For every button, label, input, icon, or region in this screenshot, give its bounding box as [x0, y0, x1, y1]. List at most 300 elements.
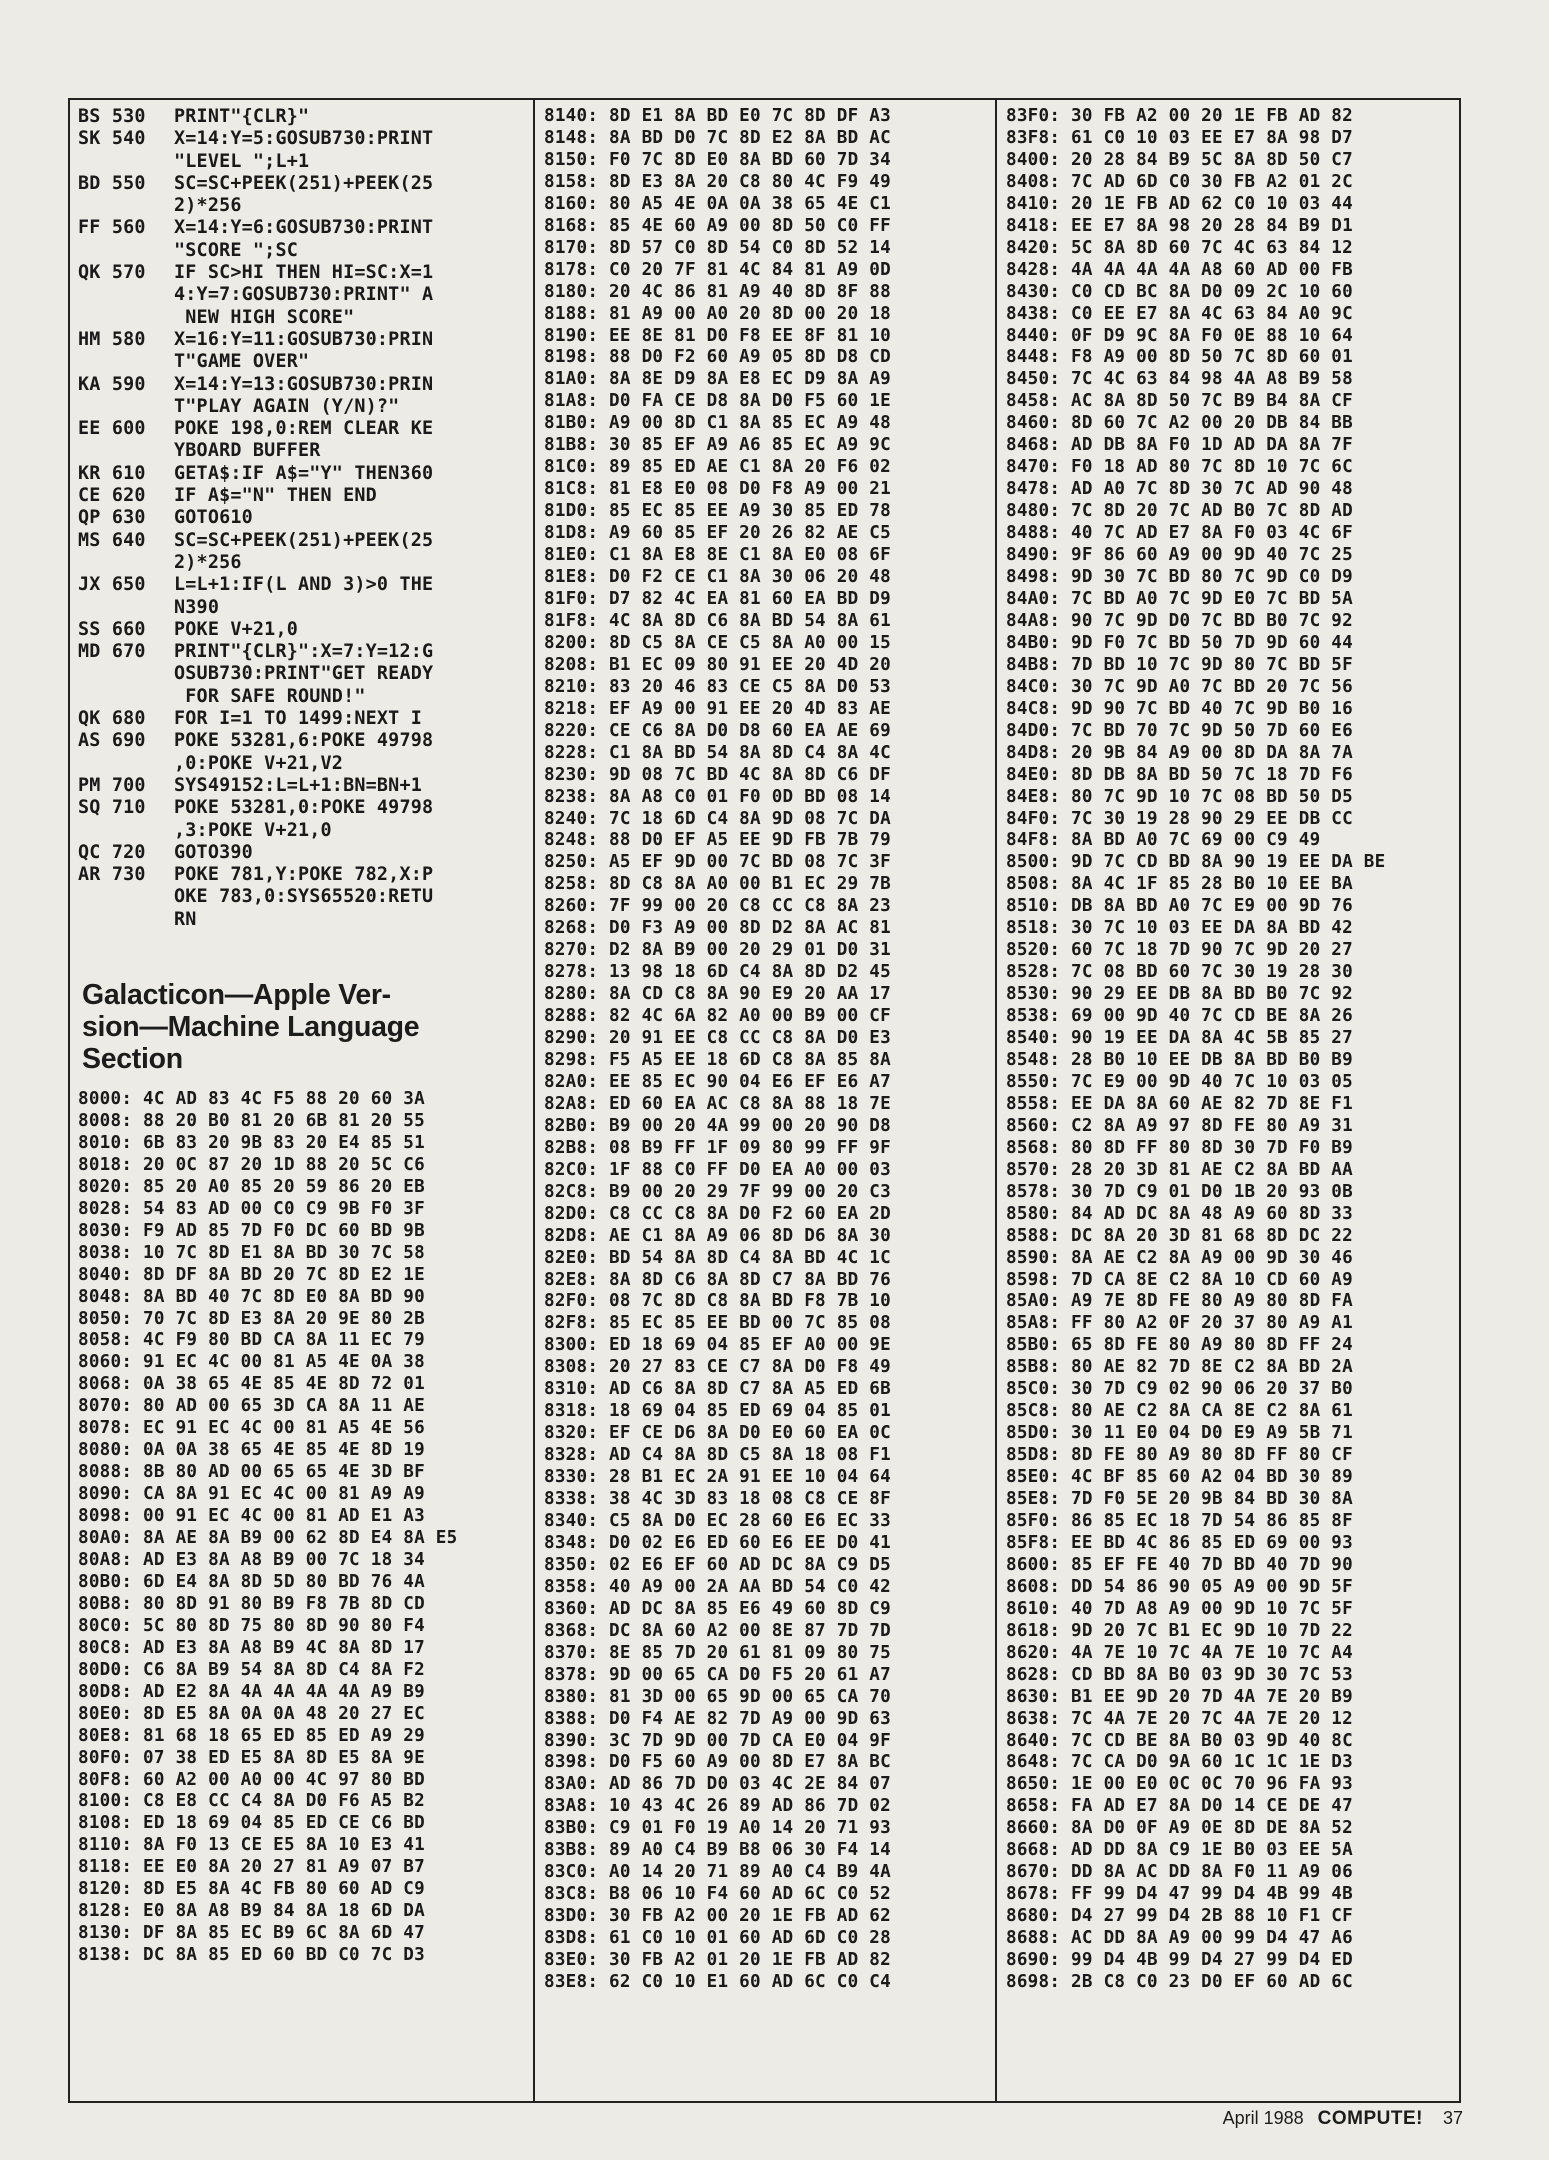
hex-line: 81E0: C1 8A E8 8E C1 8A E0 08 6F — [544, 545, 891, 566]
line-checksum-number: SQ 710 — [78, 797, 146, 819]
hex-line: 8610: 40 7D A8 A9 00 9D 10 7C 5F — [1006, 1598, 1353, 1619]
basic-line — [78, 842, 528, 864]
hex-line: 8288: 82 4C 6A 82 A0 00 B9 00 CF — [544, 1006, 891, 1027]
hex-line: 8130: DF 8A 85 EC B9 6C 8A 6D 47 — [78, 1923, 425, 1944]
hex-line: 8180: 20 4C 86 81 A9 40 8D 8F 88 — [544, 281, 891, 302]
line-checksum-number: QP 630 — [78, 507, 146, 529]
hex-line: 8598: 7D CA 8E C2 8A 10 CD 60 A9 — [1006, 1269, 1353, 1290]
hex-line: 80B0: 6D E4 8A 8D 5D 80 BD 76 4A — [78, 1571, 425, 1592]
hex-line: 8198: 88 D0 F2 60 A9 05 8D D8 CD — [544, 347, 891, 368]
basic-line-continuation: N390 — [174, 596, 220, 618]
hex-line: 8638: 7C 4A 7E 20 7C 4A 7E 20 12 — [1006, 1708, 1353, 1729]
hex-line: 8220: CE C6 8A D0 D8 60 EA AE 69 — [544, 720, 891, 741]
hex-line: 8688: AC DD 8A A9 00 99 D4 47 A6 — [1006, 1928, 1353, 1949]
listing-column-3 — [1006, 106, 1454, 1994]
hex-line: 8030: F9 AD 85 7D F0 DC 60 BD 9B — [78, 1220, 425, 1241]
hex-line: 8038: 10 7C 8D E1 8A BD 30 7C 58 — [78, 1242, 425, 1263]
hex-line: 8158: 8D E3 8A 20 C8 80 4C F9 49 — [544, 171, 891, 192]
basic-line — [78, 864, 528, 886]
basic-statement: SC=SC+PEEK(251)+PEEK(25 — [174, 529, 434, 551]
hex-line: 80A0: 8A AE 8A B9 00 62 8D E4 8A E5 — [78, 1528, 458, 1549]
page-number: 37 — [1442, 2108, 1463, 2128]
hex-line: 85D8: 8D FE 80 A9 80 8D FF 80 CF — [1006, 1445, 1353, 1466]
line-checksum-number: MS 640 — [78, 529, 146, 551]
hex-line: 83C0: A0 14 20 71 89 A0 C4 B9 4A — [544, 1862, 891, 1883]
hex-line: 84E0: 8D DB 8A BD 50 7C 18 7D F6 — [1006, 764, 1353, 785]
hex-line: 8078: EC 91 EC 4C 00 81 A5 4E 56 — [78, 1418, 425, 1439]
hex-line: 8488: 40 7C AD E7 8A F0 03 4C 6F — [1006, 523, 1353, 544]
hex-line: 81F0: D7 82 4C EA 81 60 EA BD D9 — [544, 588, 891, 609]
basic-statement: POKE 53281,6:POKE 49798 — [174, 730, 434, 752]
line-checksum-number: BD 550 — [78, 172, 146, 194]
basic-line-continuation: YBOARD BUFFER — [174, 440, 321, 462]
hex-line: 8088: 8B 80 AD 00 65 65 4E 3D BF — [78, 1462, 425, 1483]
hex-line: 8128: E0 8A A8 B9 84 8A 18 6D DA — [78, 1901, 425, 1922]
hex-line: 85E0: 4C BF 85 60 A2 04 BD 30 89 — [1006, 1467, 1353, 1488]
basic-line — [78, 128, 528, 150]
hex-line: 85A0: A9 7E 8D FE 80 A9 80 8D FA — [1006, 1291, 1353, 1312]
hex-line: 8468: AD DB 8A F0 1D AD DA 8A 7F — [1006, 435, 1353, 456]
line-checksum-number: KA 590 — [78, 373, 146, 395]
hex-line: 8590: 8A AE C2 8A A9 00 9D 30 46 — [1006, 1247, 1353, 1268]
hex-line: 8540: 90 19 EE DA 8A 4C 5B 85 27 — [1006, 1028, 1353, 1049]
hex-line: 82B0: B9 00 20 4A 99 00 20 90 D8 — [544, 1115, 891, 1136]
hex-line: 8000: 4C AD 83 4C F5 88 20 60 3A — [78, 1088, 425, 1109]
hex-line: 8308: 20 27 83 CE C7 8A D0 F8 49 — [544, 1357, 891, 1378]
hex-line: 8150: F0 7C 8D E0 8A BD 60 7D 34 — [544, 149, 891, 170]
heading-line: Galacticon—Apple Ver- — [82, 978, 391, 1011]
hex-line: 8418: EE E7 8A 98 20 28 84 B9 D1 — [1006, 215, 1353, 236]
hex-line: 8248: 88 D0 EF A5 EE 9D FB 7B 79 — [544, 830, 891, 851]
hex-line: 81B8: 30 85 EF A9 A6 85 EC A9 9C — [544, 435, 891, 456]
hex-line: 8580: 84 AD DC 8A 48 A9 60 8D 33 — [1006, 1203, 1353, 1224]
hex-line: 8258: 8D C8 8A A0 00 B1 EC 29 7B — [544, 874, 891, 895]
line-checksum-number: SK 540 — [78, 128, 146, 150]
hex-line: 8010: 6B 83 20 9B 83 20 E4 85 51 — [78, 1132, 425, 1153]
hex-line: 8178: C0 20 7F 81 4C 84 81 A9 0D — [544, 259, 891, 280]
hex-line: 8070: 80 AD 00 65 3D CA 8A 11 AE — [78, 1396, 425, 1417]
hex-line: 81C0: 89 85 ED AE C1 8A 20 F6 02 — [544, 457, 891, 478]
hex-line: 8360: AD DC 8A 85 E6 49 60 8D C9 — [544, 1598, 891, 1619]
basic-statement: POKE V+21,0 — [174, 618, 298, 640]
basic-statement: X=14:Y=13:GOSUB730:PRIN — [174, 373, 434, 395]
basic-line — [78, 530, 528, 552]
hex-line: 8370: 8E 85 7D 20 61 81 09 80 75 — [544, 1642, 891, 1663]
hex-line: 8058: 4C F9 80 BD CA 8A 11 EC 79 — [78, 1330, 425, 1351]
hex-line: 8290: 20 91 EE C8 CC C8 8A D0 E3 — [544, 1028, 891, 1049]
hex-line: 83F0: 30 FB A2 00 20 1E FB AD 82 — [1006, 106, 1353, 126]
hex-line: 84E8: 80 7C 9D 10 7C 08 BD 50 D5 — [1006, 786, 1353, 807]
hex-line: 8018: 20 0C 87 20 1D 88 20 5C C6 — [78, 1154, 425, 1175]
basic-line — [78, 574, 528, 596]
hex-line: 83A0: AD 86 7D D0 03 4C 2E 84 07 — [544, 1774, 891, 1795]
hex-line: 8368: DC 8A 60 A2 00 8E 87 7D 7D — [544, 1620, 891, 1641]
hex-line: 8210: 83 20 46 83 CE C5 8A D0 53 — [544, 676, 891, 697]
line-checksum-number: CE 620 — [78, 485, 146, 507]
hex-line: 83A8: 10 43 4C 26 89 AD 86 7D 02 — [544, 1796, 891, 1817]
basic-line-continuation: OSUB730:PRINT"GET READY — [174, 663, 434, 685]
hex-line: 8520: 60 7C 18 7D 90 7C 9D 20 27 — [1006, 940, 1353, 961]
basic-line — [78, 641, 528, 663]
basic-statement: POKE 198,0:REM CLEAR KE — [174, 418, 434, 440]
hex-line: 85F8: EE BD 4C 86 85 ED 69 00 93 — [1006, 1532, 1353, 1553]
hex-line: 8528: 7C 08 BD 60 7C 30 19 28 30 — [1006, 962, 1353, 983]
hex-line: 82F8: 85 EC 85 EE BD 00 7C 85 08 — [544, 1313, 891, 1334]
basic-line-continuation: T"GAME OVER" — [174, 351, 310, 373]
listing-frame — [68, 98, 1461, 2103]
hex-line: 8330: 28 B1 EC 2A 91 EE 10 04 64 — [544, 1467, 891, 1488]
hex-line: 8698: 2B C8 C0 23 D0 EF 60 AD 6C — [1006, 1972, 1353, 1993]
column-divider-2 — [995, 100, 997, 2101]
hex-line: 8020: 85 20 A0 85 20 59 86 20 EB — [78, 1176, 425, 1197]
basic-line — [78, 106, 528, 128]
hex-line: 8450: 7C 4C 63 84 98 4A A8 B9 58 — [1006, 369, 1353, 390]
hex-line: 8498: 9D 30 7C BD 80 7C 9D C0 D9 — [1006, 567, 1353, 588]
hex-line: 8350: 02 E6 EF 60 AD DC 8A C9 D5 — [544, 1554, 891, 1575]
hex-line: 8620: 4A 7E 10 7C 4A 7E 10 7C A4 — [1006, 1642, 1353, 1663]
basic-line-continuation: ,3:POKE V+21,0 — [174, 819, 332, 841]
hex-line: 8440: 0F D9 9C 8A F0 0E 88 10 64 — [1006, 325, 1353, 346]
hex-line: 84A8: 90 7C 9D D0 7C BD B0 7C 92 — [1006, 610, 1353, 631]
hex-line: 8560: C2 8A A9 97 8D FE 80 A9 31 — [1006, 1115, 1353, 1136]
hex-line: 8378: 9D 00 65 CA D0 F5 20 61 A7 — [544, 1664, 891, 1685]
hex-line: 80E0: 8D E5 8A 0A 0A 48 20 27 EC — [78, 1703, 425, 1724]
hex-line: 8678: FF 99 D4 47 99 D4 4B 99 4B — [1006, 1884, 1353, 1905]
hex-line: 8040: 8D DF 8A BD 20 7C 8D E2 1E — [78, 1264, 425, 1285]
listing-column-2 — [544, 106, 989, 1994]
hex-line: 80B8: 80 8D 91 80 B9 F8 7B 8D CD — [78, 1593, 425, 1614]
hex-line: 83E8: 62 C0 10 E1 60 AD 6C C0 C4 — [544, 1972, 891, 1993]
hex-line: 8200: 8D C5 8A CE C5 8A A0 00 15 — [544, 632, 891, 653]
hex-line: 8548: 28 B0 10 EE DB 8A BD B0 B9 — [1006, 1049, 1353, 1070]
hex-line: 8460: 8D 60 7C A2 00 20 DB 84 BB — [1006, 413, 1353, 434]
hex-line: 8578: 30 7D C9 01 D0 1B 20 93 0B — [1006, 1181, 1353, 1202]
hex-line: 8228: C1 8A BD 54 8A 8D C4 8A 4C — [544, 742, 891, 763]
hex-line: 8100: C8 E8 CC C4 8A D0 F6 A5 B2 — [78, 1791, 425, 1812]
hex-line: 8190: EE 8E 81 D0 F8 EE 8F 81 10 — [544, 325, 891, 346]
hex-line: 8358: 40 A9 00 2A AA BD 54 C0 42 — [544, 1576, 891, 1597]
hex-line: 85C0: 30 7D C9 02 90 06 20 37 B0 — [1006, 1379, 1353, 1400]
line-checksum-number: PM 700 — [78, 774, 146, 796]
hex-line: 8648: 7C CA D0 9A 60 1C 1C 1E D3 — [1006, 1752, 1353, 1773]
hex-line: 8060: 91 EC 4C 00 81 A5 4E 0A 38 — [78, 1352, 425, 1373]
basic-line — [78, 262, 528, 284]
hex-line: 8438: C0 EE E7 8A 4C 63 84 A0 9C — [1006, 303, 1353, 324]
line-checksum-number: AR 730 — [78, 864, 146, 886]
hex-line: 8630: B1 EE 9D 20 7D 4A 7E 20 B9 — [1006, 1686, 1353, 1707]
hex-line: 83F8: 61 C0 10 03 EE E7 8A 98 D7 — [1006, 127, 1353, 148]
hex-line: 81D8: A9 60 85 EF 20 26 82 AE C5 — [544, 523, 891, 544]
basic-line — [78, 418, 528, 440]
hex-line: 8570: 28 20 3D 81 AE C2 8A BD AA — [1006, 1159, 1353, 1180]
hex-line: 8518: 30 7C 10 03 EE DA 8A BD 42 — [1006, 918, 1353, 939]
basic-statement: X=14:Y=6:GOSUB730:PRINT — [174, 217, 434, 239]
basic-statement: X=14:Y=5:GOSUB730:PRINT — [174, 128, 434, 150]
line-checksum-number: FF 560 — [78, 217, 146, 239]
hex-line: 8428: 4A 4A 4A 4A A8 60 AD 00 FB — [1006, 259, 1353, 280]
hex-line: 8298: F5 A5 EE 18 6D C8 8A 85 8A — [544, 1049, 891, 1070]
hex-line: 8600: 85 EF FE 40 7D BD 40 7D 90 — [1006, 1554, 1353, 1575]
basic-statement: GOTO610 — [174, 507, 253, 529]
line-checksum-number: HM 580 — [78, 328, 146, 350]
hex-line: 82C0: 1F 88 C0 FF D0 EA A0 00 03 — [544, 1159, 891, 1180]
hex-line: 82F0: 08 7C 8D C8 8A BD F8 7B 10 — [544, 1291, 891, 1312]
basic-line — [78, 173, 528, 195]
basic-line — [78, 730, 528, 752]
hex-line: 8278: 13 98 18 6D C4 8A 8D D2 45 — [544, 962, 891, 983]
hex-line: 8138: DC 8A 85 ED 60 BD C0 7C D3 — [78, 1945, 425, 1966]
hex-line: 80D8: AD E2 8A 4A 4A 4A 4A A9 B9 — [78, 1681, 425, 1702]
hex-line: 82E0: BD 54 8A 8D C4 8A BD 4C 1C — [544, 1247, 891, 1268]
hex-line: 8530: 90 29 EE DB 8A BD B0 7C 92 — [1006, 984, 1353, 1005]
hex-line: 85A8: FF 80 A2 0F 20 37 80 A9 A1 — [1006, 1313, 1353, 1334]
hex-line: 84C0: 30 7C 9D A0 7C BD 20 7C 56 — [1006, 676, 1353, 697]
hex-line: 82A8: ED 60 EA AC C8 8A 88 18 7E — [544, 1093, 891, 1114]
hex-line: 8170: 8D 57 C0 8D 54 C0 8D 52 14 — [544, 237, 891, 258]
hex-line: 81B0: A9 00 8D C1 8A 85 EC A9 48 — [544, 413, 891, 434]
hex-listing-column-1 — [78, 1089, 528, 1967]
hex-line: 83B0: C9 01 F0 19 A0 14 20 71 93 — [544, 1818, 891, 1839]
hex-line: 8208: B1 EC 09 80 91 EE 20 4D 20 — [544, 654, 891, 675]
hex-line: 8380: 81 3D 00 65 9D 00 65 CA 70 — [544, 1686, 891, 1707]
basic-line-continuation: 4:Y=7:GOSUB730:PRINT" A — [174, 284, 434, 306]
basic-line — [78, 485, 528, 507]
hex-line: 80C8: AD E3 8A A8 B9 4C 8A 8D 17 — [78, 1637, 425, 1658]
hex-line: 8660: 8A D0 0F A9 0E 8D DE 8A 52 — [1006, 1818, 1353, 1839]
hex-line: 8048: 8A BD 40 7C 8D E0 8A BD 90 — [78, 1286, 425, 1307]
hex-line: 8550: 7C E9 00 9D 40 7C 10 03 05 — [1006, 1071, 1353, 1092]
hex-line: 8050: 70 7C 8D E3 8A 20 9E 80 2B — [78, 1308, 425, 1329]
hex-line: 8028: 54 83 AD 00 C0 C9 9B F0 3F — [78, 1198, 425, 1219]
hex-line: 8230: 9D 08 7C BD 4C 8A 8D C6 DF — [544, 764, 891, 785]
hex-line: 80A8: AD E3 8A A8 B9 00 7C 18 34 — [78, 1550, 425, 1570]
hex-line: 85F0: 86 85 EC 18 7D 54 86 85 8F — [1006, 1511, 1353, 1531]
hex-line: 8470: F0 18 AD 80 7C 8D 10 7C 6C — [1006, 457, 1353, 478]
hex-line: 84A0: 7C BD A0 7C 9D E0 7C BD 5A — [1006, 588, 1353, 609]
basic-line-continuation: RN — [174, 908, 197, 930]
hex-line: 8348: D0 02 E6 ED 60 E6 EE D0 41 — [544, 1532, 891, 1553]
hex-line: 80F0: 07 38 ED E5 8A 8D E5 8A 9E — [78, 1747, 425, 1768]
hex-line: 8340: C5 8A D0 EC 28 60 E6 EC 33 — [544, 1511, 891, 1531]
basic-line — [78, 708, 528, 730]
basic-program-listing — [78, 106, 528, 931]
basic-statement: IF A$="N" THEN END — [174, 485, 377, 507]
hex-line: 8300: ED 18 69 04 85 EF A0 00 9E — [544, 1335, 891, 1356]
hex-line: 80E8: 81 68 18 65 ED 85 ED A9 29 — [78, 1725, 425, 1746]
basic-statement: GETA$:IF A$="Y" THEN360 — [174, 462, 434, 484]
hex-line: 81A8: D0 FA CE D8 8A D0 F5 60 1E — [544, 391, 891, 412]
hex-line: 83D8: 61 C0 10 01 60 AD 6D C0 28 — [544, 1928, 891, 1949]
hex-line: 85D0: 30 11 E0 04 D0 E9 A9 5B 71 — [1006, 1423, 1353, 1444]
hex-line: 83B8: 89 A0 C4 B9 B8 06 30 F4 14 — [544, 1840, 891, 1861]
issue-date: April 1988 — [1222, 2108, 1304, 2128]
hex-line: 8618: 9D 20 7C B1 EC 9D 10 7D 22 — [1006, 1620, 1353, 1641]
hex-line: 8320: EF CE D6 8A D0 E0 60 EA 0C — [544, 1423, 891, 1444]
hex-line: 8508: 8A 4C 1F 85 28 B0 10 EE BA — [1006, 874, 1353, 895]
hex-line: 8420: 5C 8A 8D 60 7C 4C 63 84 12 — [1006, 237, 1353, 258]
hex-line: 8008: 88 20 B0 81 20 6B 81 20 55 — [78, 1110, 425, 1131]
hex-line: 8260: 7F 99 00 20 C8 CC C8 8A 23 — [544, 896, 891, 917]
heading-line: sion—Machine Language — [82, 1010, 420, 1043]
basic-statement: X=16:Y=11:GOSUB730:PRIN — [174, 328, 434, 350]
hex-line: 81D0: 85 EC 85 EE A9 30 85 ED 78 — [544, 501, 891, 522]
hex-line: 8310: AD C6 8A 8D C7 8A A5 ED 6B — [544, 1379, 891, 1400]
basic-line-continuation: 2)*256 — [174, 195, 242, 217]
hex-line: 84F0: 7C 30 19 28 90 29 EE DB CC — [1006, 808, 1353, 829]
basic-line — [78, 329, 528, 351]
hex-line: 80C0: 5C 80 8D 75 80 8D 90 80 F4 — [78, 1615, 425, 1636]
basic-line-continuation: 2)*256 — [174, 551, 242, 573]
hex-line: 8500: 9D 7C CD BD 8A 90 19 EE DA BE — [1006, 852, 1386, 873]
basic-line-continuation: NEW HIGH SCORE" — [174, 306, 355, 328]
hex-line: 8558: EE DA 8A 60 AE 82 7D 8E F1 — [1006, 1093, 1353, 1114]
basic-line-continuation: "LEVEL ";L+1 — [174, 150, 310, 172]
hex-line: 81C8: 81 E8 E0 08 D0 F8 A9 00 21 — [544, 479, 891, 500]
line-checksum-number: AS 690 — [78, 730, 146, 752]
hex-line: 84D8: 20 9B 84 A9 00 8D DA 8A 7A — [1006, 742, 1353, 763]
hex-line: 83E0: 30 FB A2 01 20 1E FB AD 82 — [544, 1950, 891, 1971]
line-checksum-number: QK 570 — [78, 262, 146, 284]
hex-listing-column-2 — [544, 106, 989, 1994]
hex-line: 84B8: 7D BD 10 7C 9D 80 7C BD 5F — [1006, 654, 1353, 675]
basic-statement: L=L+1:IF(L AND 3)>0 THE — [174, 574, 434, 596]
hex-line: 8448: F8 A9 00 8D 50 7C 8D 60 01 — [1006, 347, 1353, 368]
hex-line: 8588: DC 8A 20 3D 81 68 8D DC 22 — [1006, 1225, 1353, 1246]
basic-line-continuation: T"PLAY AGAIN (Y/N)?" — [174, 395, 400, 417]
hex-line: 84C8: 9D 90 7C BD 40 7C 9D B0 16 — [1006, 698, 1353, 719]
basic-statement: IF SC>HI THEN HI=SC:X=1 — [174, 262, 434, 284]
hex-line: 85B0: 65 8D FE 80 A9 80 8D FF 24 — [1006, 1335, 1353, 1356]
hex-line: 8270: D2 8A B9 00 20 29 01 D0 31 — [544, 940, 891, 961]
hex-line: 8140: 8D E1 8A BD E0 7C 8D DF A3 — [544, 106, 891, 126]
hex-line: 8108: ED 18 69 04 85 ED CE C6 BD — [78, 1813, 425, 1834]
hex-line: 8090: CA 8A 91 EC 4C 00 81 A9 A9 — [78, 1484, 425, 1505]
line-checksum-number: MD 670 — [78, 641, 146, 663]
basic-statement: SYS49152:L=L+1:BN=BN+1 — [174, 774, 422, 796]
hex-line: 83C8: B8 06 10 F4 60 AD 6C C0 52 — [544, 1884, 891, 1905]
hex-line: 8538: 69 00 9D 40 7C CD BE 8A 26 — [1006, 1006, 1353, 1027]
hex-line: 8280: 8A CD C8 8A 90 E9 20 AA 17 — [544, 984, 891, 1005]
basic-line — [78, 217, 528, 239]
basic-statement: FOR I=1 TO 1499:NEXT I — [174, 708, 422, 730]
hex-line: 8490: 9F 86 60 A9 00 9D 40 7C 25 — [1006, 545, 1353, 566]
line-checksum-number: JX 650 — [78, 574, 146, 596]
hex-line: 8670: DD 8A AC DD 8A F0 11 A9 06 — [1006, 1862, 1353, 1883]
basic-line — [78, 775, 528, 797]
hex-line: 8680: D4 27 99 D4 2B 88 10 F1 CF — [1006, 1906, 1353, 1927]
hex-line: 8110: 8A F0 13 CE E5 8A 10 E3 41 — [78, 1835, 425, 1856]
hex-line: 82D8: AE C1 8A A9 06 8D D6 8A 30 — [544, 1225, 891, 1246]
hex-line: 8240: 7C 18 6D C4 8A 9D 08 7C DA — [544, 808, 891, 829]
hex-line: 8478: AD A0 7C 8D 30 7C AD 90 48 — [1006, 479, 1353, 500]
line-checksum-number: QC 720 — [78, 841, 146, 863]
hex-line: 82C8: B9 00 20 29 7F 99 00 20 C3 — [544, 1181, 891, 1202]
hex-line: 85C8: 80 AE C2 8A CA 8E C2 8A 61 — [1006, 1401, 1353, 1422]
basic-line — [78, 507, 528, 529]
machine-language-heading — [78, 979, 528, 1075]
hex-line: 8658: FA AD E7 8A D0 14 CE DE 47 — [1006, 1796, 1353, 1817]
hex-line: 8148: 8A BD D0 7C 8D E2 8A BD AC — [544, 127, 891, 148]
hex-line: 8328: AD C4 8A 8D C5 8A 18 08 F1 — [544, 1445, 891, 1466]
magazine-name: COMPUTE! — [1317, 2108, 1423, 2129]
hex-line: 85E8: 7D F0 5E 20 9B 84 BD 30 8A — [1006, 1489, 1353, 1510]
hex-line: 82D0: C8 CC C8 8A D0 F2 60 EA 2D — [544, 1203, 891, 1224]
basic-line — [78, 797, 528, 819]
hex-line: 84F8: 8A BD A0 7C 69 00 C9 49 — [1006, 830, 1321, 851]
page-footer — [1223, 2108, 1463, 2138]
hex-line: 8168: 85 4E 60 A9 00 8D 50 C0 FF — [544, 215, 891, 236]
basic-line — [78, 619, 528, 641]
basic-line-continuation: "SCORE ";SC — [174, 239, 298, 261]
hex-listing-column-3 — [1006, 106, 1454, 1994]
hex-line: 8398: D0 F5 60 A9 00 8D E7 8A BC — [544, 1752, 891, 1773]
hex-line: 8690: 99 D4 4B 99 D4 27 99 D4 ED — [1006, 1950, 1353, 1971]
basic-statement: PRINT"{CLR}" — [174, 106, 310, 127]
basic-line-continuation: FOR SAFE ROUND!" — [174, 685, 366, 707]
basic-line — [78, 374, 528, 396]
hex-line: 8608: DD 54 86 90 05 A9 00 9D 5F — [1006, 1576, 1353, 1597]
heading-line: Section — [82, 1042, 183, 1075]
hex-line: 8458: AC 8A 8D 50 7C B9 B4 8A CF — [1006, 391, 1353, 412]
hex-line: 8430: C0 CD BC 8A D0 09 2C 10 60 — [1006, 281, 1353, 302]
hex-line: 8400: 20 28 84 B9 5C 8A 8D 50 C7 — [1006, 149, 1353, 170]
hex-line: 8160: 80 A5 4E 0A 0A 38 65 4E C1 — [544, 193, 891, 214]
line-checksum-number: BS 530 — [78, 106, 146, 127]
line-checksum-number: KR 610 — [78, 462, 146, 484]
hex-line: 8268: D0 F3 A9 00 8D D2 8A AC 81 — [544, 918, 891, 939]
hex-line: 8250: A5 EF 9D 00 7C BD 08 7C 3F — [544, 852, 891, 873]
basic-statement: POKE 53281,0:POKE 49798 — [174, 797, 434, 819]
hex-line: 8390: 3C 7D 9D 00 7D CA E0 04 9F — [544, 1730, 891, 1751]
listing-column-1 — [78, 106, 528, 1967]
hex-line: 8510: DB 8A BD A0 7C E9 00 9D 76 — [1006, 896, 1353, 917]
line-checksum-number: SS 660 — [78, 618, 146, 640]
hex-line: 8410: 20 1E FB AD 62 C0 10 03 44 — [1006, 193, 1353, 214]
basic-statement: SC=SC+PEEK(251)+PEEK(25 — [174, 172, 434, 194]
hex-line: 8188: 81 A9 00 A0 20 8D 00 20 18 — [544, 303, 891, 324]
line-checksum-number: QK 680 — [78, 708, 146, 730]
hex-line: 81E8: D0 F2 CE C1 8A 30 06 20 48 — [544, 567, 891, 588]
hex-line: 8120: 8D E5 8A 4C FB 80 60 AD C9 — [78, 1879, 425, 1900]
hex-line: 8318: 18 69 04 85 ED 69 04 85 01 — [544, 1401, 891, 1422]
hex-line: 80D0: C6 8A B9 54 8A 8D C4 8A F2 — [78, 1659, 425, 1680]
hex-line: 8218: EF A9 00 91 EE 20 4D 83 AE — [544, 698, 891, 719]
line-checksum-number: EE 600 — [78, 418, 146, 440]
hex-line: 8118: EE E0 8A 20 27 81 A9 07 B7 — [78, 1857, 425, 1878]
hex-line: 8668: AD DD 8A C9 1E B0 03 EE 5A — [1006, 1840, 1353, 1861]
basic-line-continuation: ,0:POKE V+21,V2 — [174, 752, 344, 774]
hex-line: 82B8: 08 B9 FF 1F 09 80 99 FF 9F — [544, 1137, 891, 1158]
hex-line: 8338: 38 4C 3D 83 18 08 C8 CE 8F — [544, 1489, 891, 1510]
hex-line: 81F8: 4C 8A 8D C6 8A BD 54 8A 61 — [544, 610, 891, 631]
hex-line: 8628: CD BD 8A B0 03 9D 30 7C 53 — [1006, 1664, 1353, 1685]
hex-line: 8650: 1E 00 E0 0C 0C 70 96 FA 93 — [1006, 1774, 1353, 1795]
basic-statement: PRINT"{CLR}":X=7:Y=12:G — [174, 641, 434, 663]
hex-line: 8568: 80 8D FF 80 8D 30 7D F0 B9 — [1006, 1137, 1353, 1158]
hex-line: 83D0: 30 FB A2 00 20 1E FB AD 62 — [544, 1906, 891, 1927]
hex-line: 84B0: 9D F0 7C BD 50 7D 9D 60 44 — [1006, 632, 1353, 653]
column-divider-1 — [533, 100, 535, 2101]
hex-line: 8408: 7C AD 6D C0 30 FB A2 01 2C — [1006, 171, 1353, 192]
basic-statement: POKE 781,Y:POKE 782,X:P — [174, 864, 434, 886]
hex-line: 82E8: 8A 8D C6 8A 8D C7 8A BD 76 — [544, 1269, 891, 1290]
hex-line: 8238: 8A A8 C0 01 F0 0D BD 08 14 — [544, 786, 891, 807]
basic-line — [78, 463, 528, 485]
hex-line: 85B8: 80 AE 82 7D 8E C2 8A BD 2A — [1006, 1357, 1353, 1378]
hex-line: 84D0: 7C BD 70 7C 9D 50 7D 60 E6 — [1006, 720, 1353, 741]
basic-statement: GOTO390 — [174, 841, 253, 863]
hex-line: 8068: 0A 38 65 4E 85 4E 8D 72 01 — [78, 1374, 425, 1395]
